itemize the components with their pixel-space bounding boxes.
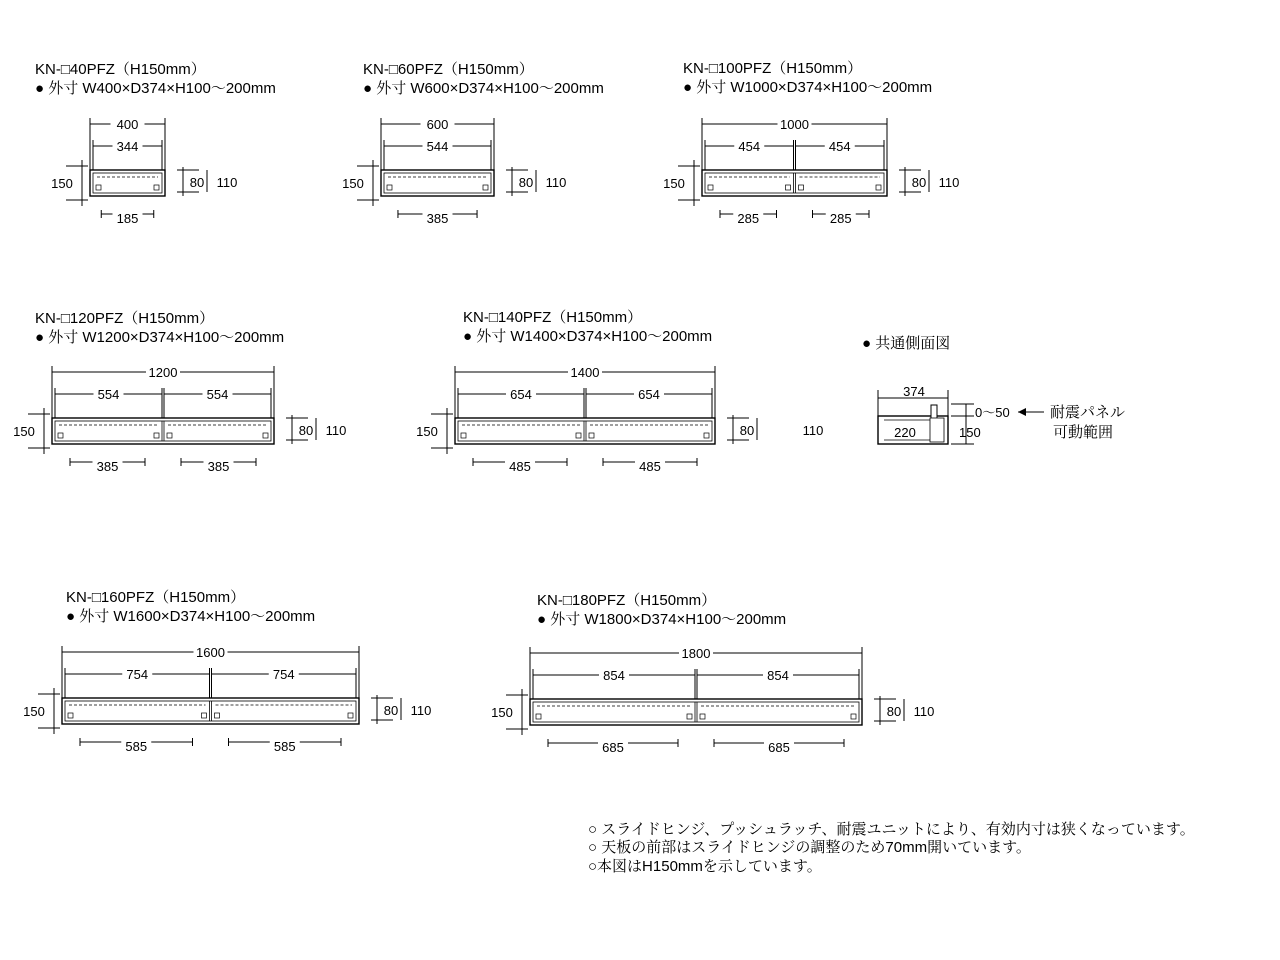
hinge-pitch-label: 385 [96,459,119,474]
door-width-label: 754 [126,667,149,682]
height-outer-label: 110 [545,175,567,190]
hinge-pitch-label: 385 [426,211,449,226]
side-note-line1: 耐震パネル [1050,404,1126,421]
overall-width-label: 1800 [681,646,711,661]
model-title: KN-□100PFZ（H150mm） [683,60,863,77]
hinge-pitch-label: 485 [639,459,661,474]
height-inner-label: 80 [739,423,755,438]
overall-width-label: 1400 [570,365,600,380]
hinge-pitch-label: 685 [768,740,790,755]
model-title: KN-□120PFZ（H150mm） [35,310,215,327]
model-4 [415,309,823,474]
height-total-label: 150 [342,176,364,191]
model-size: ● 外寸 W400×D374×H100〜200mm [35,80,276,97]
side-depth-label: 374 [903,384,925,399]
overall-width-label: 400 [116,117,139,132]
height-outer-label: 110 [216,175,238,190]
height-inner-label: 80 [189,175,205,190]
note-1: ○ スライドヒンジ、プッシュラッチ、耐震ユニットにより、有効内寸は狭くなっています。 [588,821,1195,838]
model-3 [12,310,346,474]
height-outer-label: 110 [913,704,935,719]
door-width-label: 554 [97,387,120,402]
model-2 [662,60,959,226]
door-width-label: 554 [206,387,229,402]
model-size: ● 外寸 W1200×D374×H100〜200mm [35,329,285,346]
door-width-label: 454 [828,139,851,154]
hinge-pitch-label: 585 [273,739,296,754]
side-view-title: ● 共通側面図 [862,335,951,352]
hinge-pitch-label: 485 [509,459,531,474]
height-inner-label: 80 [911,175,927,190]
side-range-label: 0〜50 [975,405,1010,420]
side-height-label: 150 [959,425,981,440]
model-drawings [12,60,959,755]
model-size: ● 外寸 W600×D374×H100〜200mm [363,80,604,97]
model-size: ● 外寸 W1800×D374×H100〜200mm [537,611,787,628]
side-note-line2: 可動範囲 [1053,424,1114,441]
model-size: ● 外寸 W1000×D374×H100〜200mm [683,79,933,96]
model-title: KN-□140PFZ（H150mm） [463,309,643,326]
hinge-pitch-label: 385 [207,459,230,474]
height-total-label: 150 [663,176,685,191]
height-outer-label: 110 [325,423,347,438]
height-inner-label: 80 [298,423,314,438]
overall-width-label: 1200 [148,365,178,380]
height-outer-label: 110 [802,423,824,438]
model-1 [341,61,604,226]
door-width-label: 454 [738,139,761,154]
model-title: KN-□180PFZ（H150mm） [537,592,717,609]
side-inner-label: 220 [894,425,916,440]
model-size: ● 外寸 W1600×D374×H100〜200mm [66,608,316,625]
door-width-label: 854 [603,668,625,683]
door-width-label: 654 [638,387,660,402]
notes-block [588,821,1195,875]
height-outer-label: 110 [410,703,432,718]
model-6 [490,592,934,755]
note-2: ○ 天板の前部はスライドヒンジの調整のため70mm開いています。 [588,839,1031,856]
model-title: KN-□160PFZ（H150mm） [66,589,246,606]
height-inner-label: 80 [886,704,902,719]
overall-width-label: 1000 [780,117,809,132]
door-width-label: 544 [426,139,449,154]
hinge-pitch-label: 285 [829,211,852,226]
height-outer-label: 110 [938,175,960,190]
door-width-label: 344 [116,139,139,154]
height-total-label: 150 [416,424,438,439]
model-size: ● 外寸 W1400×D374×H100〜200mm [463,328,713,345]
model-title: KN-□40PFZ（H150mm） [35,61,206,78]
height-inner-label: 80 [383,703,399,718]
model-5 [22,589,431,754]
note-3: ○本図はH150mmを示しています。 [588,858,822,875]
height-total-label: 150 [13,424,35,439]
hinge-pitch-label: 285 [737,211,760,226]
overall-width-label: 1600 [196,645,225,660]
common-side-view [862,335,1125,444]
height-total-label: 150 [491,705,513,720]
model-title: KN-□60PFZ（H150mm） [363,61,534,78]
door-width-label: 754 [272,667,295,682]
height-total-label: 150 [23,704,45,719]
overall-width-label: 600 [426,117,449,132]
height-inner-label: 80 [518,175,534,190]
model-0 [35,61,276,226]
hinge-pitch-label: 685 [602,740,624,755]
hinge-pitch-label: 185 [116,211,139,226]
hinge-pitch-label: 585 [125,739,148,754]
height-total-label: 150 [51,176,73,191]
door-width-label: 854 [767,668,789,683]
door-width-label: 654 [510,387,532,402]
